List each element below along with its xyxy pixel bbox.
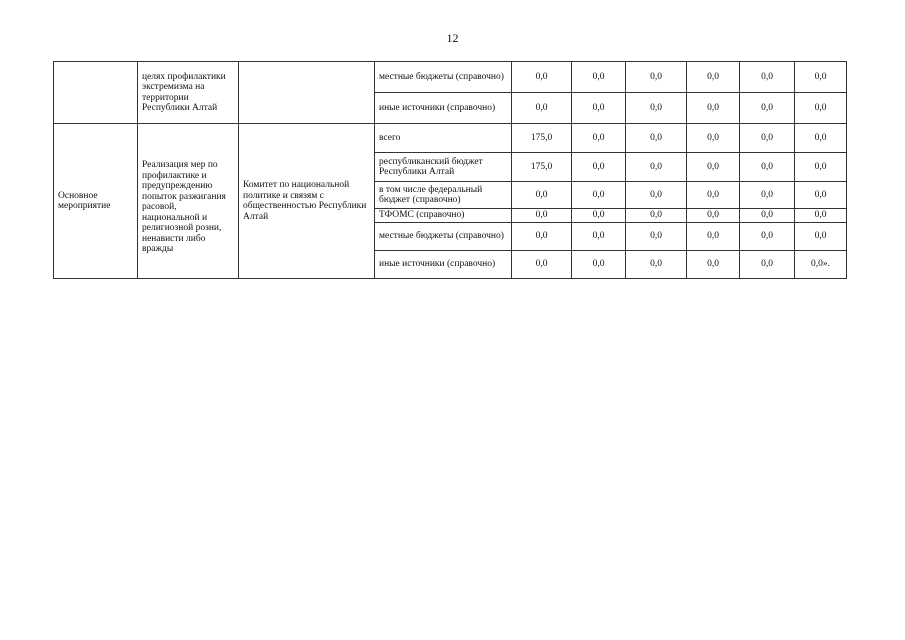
value-cell: 0,0 xyxy=(687,93,740,124)
value-cell: 0,0 xyxy=(740,153,795,182)
source-label: республиканский бюджет Республики Алтай xyxy=(375,153,512,182)
value-cell: 0,0 xyxy=(512,182,572,209)
value-cell: 0,0 xyxy=(687,251,740,279)
value-cell: 0,0 xyxy=(687,209,740,223)
value-cell: 0,0 xyxy=(626,93,687,124)
value-cell: 0,0 xyxy=(687,153,740,182)
value-cell: 0,0 xyxy=(795,93,847,124)
value-cell: 0,0 xyxy=(572,223,626,251)
table-row xyxy=(54,124,847,153)
executor-cell-empty xyxy=(239,62,375,124)
value-cell: 0,0 xyxy=(572,124,626,153)
value-cell: 0,0 xyxy=(572,62,626,93)
value-cell: 0,0 xyxy=(687,223,740,251)
value-cell: 0,0 xyxy=(795,223,847,251)
value-cell: 0,0 xyxy=(512,223,572,251)
value-cell: 0,0 xyxy=(740,209,795,223)
value-cell: 0,0 xyxy=(687,124,740,153)
value-cell: 0,0 xyxy=(512,93,572,124)
value-cell: 0,0 xyxy=(795,153,847,182)
value-cell: 0,0 xyxy=(626,153,687,182)
value-cell: 0,0 xyxy=(795,124,847,153)
source-label: иные источники (справочно) xyxy=(375,93,512,124)
source-label: местные бюджеты (справочно) xyxy=(375,223,512,251)
value-cell: 0,0 xyxy=(740,93,795,124)
measure-type-cell: Основное мероприятие xyxy=(54,124,138,279)
source-label: всего xyxy=(375,124,512,153)
value-cell: 0,0 xyxy=(626,251,687,279)
value-cell: 0,0 xyxy=(512,209,572,223)
value-cell: 0,0 xyxy=(740,251,795,279)
value-cell: 0,0 xyxy=(572,182,626,209)
source-label: ТФОМС (справочно) xyxy=(375,209,512,223)
value-cell: 175,0 xyxy=(512,124,572,153)
page-number: 12 xyxy=(446,31,459,45)
measure-name-cell: Реализация мер по профилактике и предупреждению попыток разжигания расовой, национальной и религиозной розни, ненависти либо вражды xyxy=(138,124,239,279)
value-cell: 0,0 xyxy=(572,209,626,223)
value-cell: 0,0 xyxy=(740,124,795,153)
value-cell: 0,0 xyxy=(795,62,847,93)
value-cell: 0,0 xyxy=(795,209,847,223)
value-cell: 0,0 xyxy=(687,182,740,209)
source-label: местные бюджеты (справочно) xyxy=(375,62,512,93)
value-cell: 0,0». xyxy=(795,251,847,279)
value-cell: 0,0 xyxy=(795,182,847,209)
executor-cell: Комитет по национальной политике и связям с общественностью Республики Алтай xyxy=(239,124,375,279)
value-cell: 0,0 xyxy=(740,62,795,93)
value-cell: 0,0 xyxy=(626,223,687,251)
table-row xyxy=(54,62,847,93)
value-cell: 0,0 xyxy=(572,153,626,182)
value-cell: 0,0 xyxy=(626,124,687,153)
value-cell: 0,0 xyxy=(572,251,626,279)
value-cell: 0,0 xyxy=(626,209,687,223)
value-cell: 0,0 xyxy=(626,62,687,93)
source-label: иные источники (справочно) xyxy=(375,251,512,279)
value-cell: 0,0 xyxy=(740,223,795,251)
value-cell: 0,0 xyxy=(572,93,626,124)
value-cell: 0,0 xyxy=(512,62,572,93)
measure-name-cell: целях профилактики экстремизма на территории Республики Алтай xyxy=(138,62,239,124)
value-cell: 0,0 xyxy=(687,62,740,93)
value-cell: 0,0 xyxy=(626,182,687,209)
value-cell: 175,0 xyxy=(512,153,572,182)
type-cell-empty xyxy=(54,62,138,124)
value-cell: 0,0 xyxy=(512,251,572,279)
budget-table xyxy=(53,61,847,279)
source-label: в том числе федеральный бюджет (справочно) xyxy=(375,182,512,209)
value-cell: 0,0 xyxy=(740,182,795,209)
